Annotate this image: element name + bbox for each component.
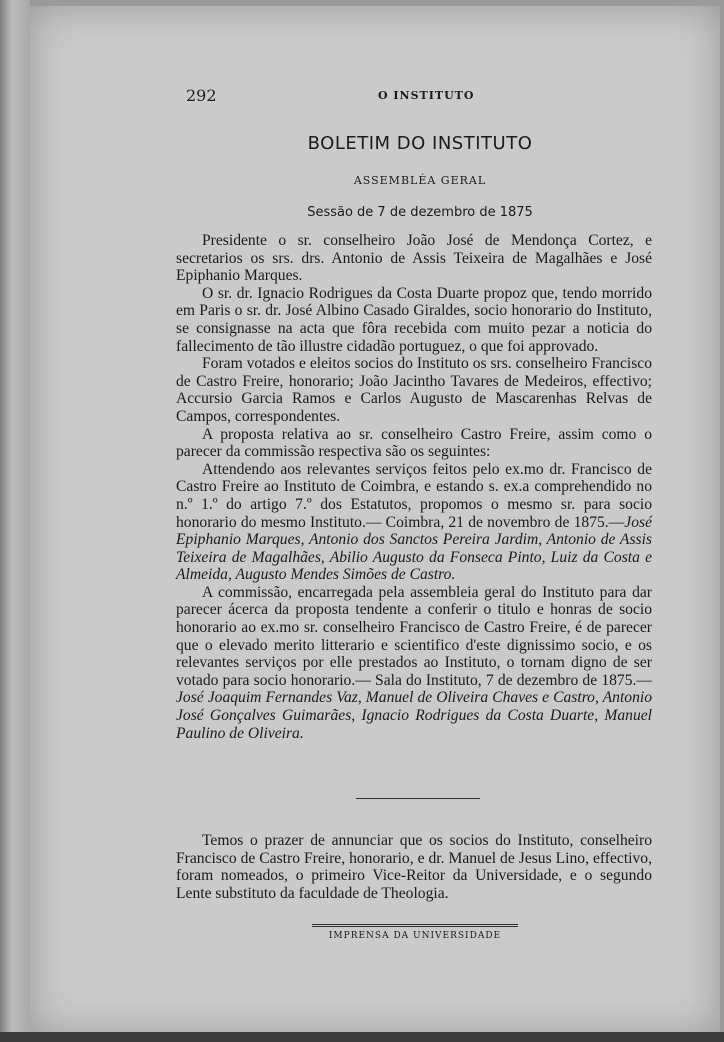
opinion-signatures: José Joaquim Fernandes Vaz, Manuel de Oliveira Chaves e Castro, Antonio José Gonçalves Guimarães, Ignacio Rodrigues da Costa Duarte, Manuel Paulino de Oliveira.: [176, 689, 652, 742]
bulletin-subtitle: ASSEMBLÉA GERAL: [353, 174, 487, 187]
opinion-text: A commissão, encarregada pela assembleia geral do Instituto para dar parecer ácerca da proposta tendente a conferir o titulo e honras de socio honorario ao ex.mo sr. conselheiro Francisco de Castro Freire, é de parecer que o elevado merito litterario e scientifico d'este dignissimo socio, e os relevantes serviços por elle prestados ao Instituto, o tornam digno de ser votado para socio honorario.— Sala do Instituto, 7 de dezembro de 1875.—: [176, 583, 652, 689]
paragraph-proposal: [176, 461, 652, 584]
paragraph-elections: Foram votados e eleitos socios do Instituto os srs. conselheiro Francisco de Castro Freire, honorario; João Jacintho Tavares de Medeiros, effectivo; Accursio Garcia Ramos e Carlos Augusto de Mascarenhas Relvas de Campos, correspondentes.: [176, 355, 652, 425]
proposal-text: Attendendo aos relevantes serviços feitos pelo ex.mo dr. Francisco de Castro Freire ao Instituto de Coimbra, e estando s. ex.a comprehendido no n.º 1.º do artigo 7.º dos Estatutos, propomos o mesmo sr. para socio honorario do mesmo Instituto.— Coimbra, 21 de novembro de 1875.—: [176, 460, 652, 531]
paragraph-proposal-intro: A proposta relativa ao sr. conselheiro Castro Freire, assim como o parecer da commissão respectiva são os seguintes:: [176, 425, 652, 461]
page-gutter: [0, 0, 30, 1042]
announcement: [176, 832, 652, 902]
session-heading: Sessão de 7 de dezembro de 1875: [307, 205, 533, 220]
section-divider: [356, 798, 480, 799]
running-title: O INSTITUTO: [378, 89, 475, 102]
paragraph-proposal-condolence: O sr. dr. Ignacio Rodrigues da Costa Duarte propoz que, tendo morrido em Paris o sr. dr. José Albino Casado Giraldes, socio honorario do Instituto, se consignasse na acta que fôra recebida com muito pezar a noticia do fallecimento de tão illustre cidadão portuguez, o que foi approvado.: [176, 284, 652, 355]
paragraph-presidency: Presidente o sr. conselheiro João José de Mendonça Cortez, e secretarios os srs. drs. Antonio de Assis Teixeira de Magalhães e José Epiphanio Marques.: [176, 232, 652, 285]
bulletin-title: BOLETIM DO INSTITUTO: [307, 133, 533, 154]
announcement-text: Temos o prazer de annunciar que os socios do Instituto, conselheiro Francisco de Castro Freire, honorario, e dr. Manuel de Jesus Lino, effectivo, foram nomeados, o primeiro Vice-Reitor da Universidade, e o segundo Lente substituto da faculdade de Theologia.: [176, 832, 652, 902]
page-bottom-edge: [0, 1032, 724, 1042]
paragraph-commission-opinion: [176, 584, 652, 742]
minutes-body: [176, 232, 652, 742]
printer-imprint: IMPRENSA DA UNIVERSIDADE: [312, 924, 518, 941]
page-number: 292: [186, 86, 217, 105]
proposal-signatures: José Epiphanio Marques, Antonio dos Sanctos Pereira Jardim, Antonio de Assis Teixeira de Magalhães, Abilio Augusto da Fonseca Pinto, Luiz da Costa e Almeida, Augusto Mendes Simões de Castro.: [176, 513, 652, 584]
